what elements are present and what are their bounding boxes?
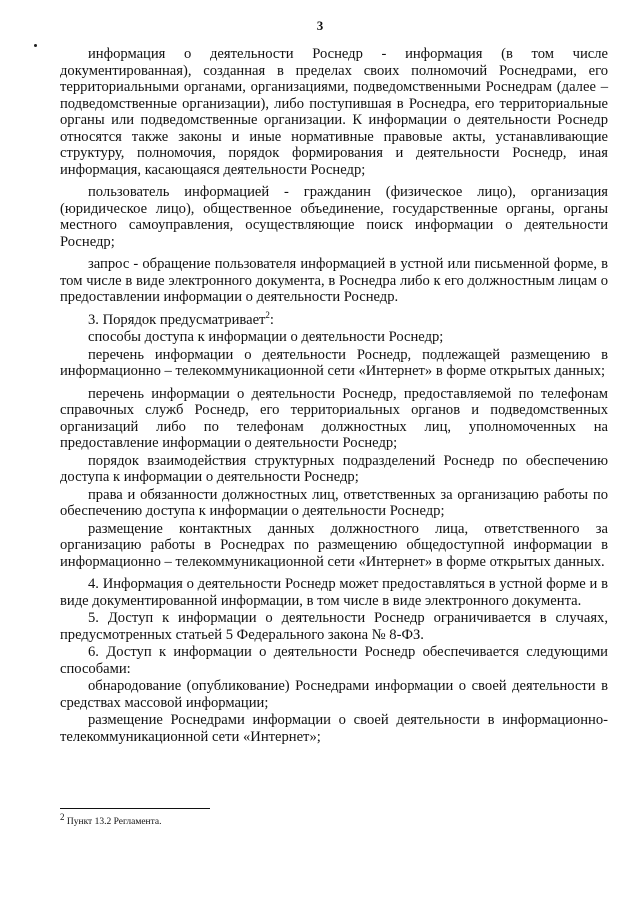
list-item-rights-duties: права и обязанности должностных лиц, ответственных за организацию работы по обеспечению доступа к информации о деятельности Роснедр; (60, 486, 608, 519)
list-item-interaction-order: порядок взаимодействия структурных подразделений Роснедр по обеспечению доступа к информации о деятельности Роснедр; (60, 452, 608, 485)
clause-5: 5. Доступ к информации о деятельности Роснедр ограничивается в случаях, предусмотренных статьей 5 Федерального закона № 8-ФЗ. (60, 610, 608, 643)
list-item-open-data-list: перечень информации о деятельности Роснедр, подлежащей размещению в информационно – телекоммуникационной сети «Интернет» в форме открытых данных; (60, 346, 608, 379)
footnote-text: Пункт 13.2 Регламента. (64, 817, 162, 827)
clause-3-text: 3. Порядок предусматривает (88, 311, 266, 328)
definition-information-user: пользователь информацией - гражданин (физическое лицо), организация (юридическое лицо), общественное объединение, государственные органы, органы местного самоуправления, осуществляющие поиск информации о деятельности Роснедр; (60, 184, 608, 250)
footnote-divider (60, 808, 210, 809)
footnote (60, 811, 608, 828)
definition-request: запрос - обращение пользователя информацией в устной или письменной форме, в том числе в виде электронного документа, в Роснедра либо к его должностным лицам о предоставлении информации о деятельности Роснедр. (60, 256, 608, 305)
page-number: 3 (316, 18, 324, 33)
clause-6: 6. Доступ к информации о деятельности Роснедр обеспечивается следующими способами: (60, 644, 608, 677)
list-item-phone-info-list: перечень информации о деятельности Роснедр, предоставляемой по телефонам справочных служб Роснедр, его территориальных органов и подведомственных организаций либо по телефонам должностных лиц, уполномоченных на предоставление информации о деятельности Роснедр; (60, 385, 608, 451)
list-item-access-methods: способы доступа к информации о деятельности Роснедр; (88, 329, 444, 345)
footnote-ref: 2 (265, 309, 270, 320)
definition-information-about-activity: информация о деятельности Роснедр - информация (в том числе документированная), созданная в пределах своих полномочий Роснедрами, его территориальными органами, организациями, подведомственными Роснедрам (далее – подведомственные организации), либо поступившая в Роснедра, его территориальные органы или подведомственные организации. К информации о деятельности Роснедр относятся также законы и иные нормативные правовые акты, устанавливающие структуру, полномочия, порядок формирования и деятельности Роснедр, иная информация, касающаяся деятельности Роснедр; (60, 46, 608, 178)
clause-3-colon: : (269, 311, 274, 328)
footnote-marker: 2 (60, 811, 65, 822)
method-mass-media: обнародование (опубликование) Роснедрами информации о своей деятельности в средствах массовой информации; (60, 678, 608, 711)
list-item-contact-placement: размещение контактных данных должностного лица, ответственного за организацию работы в Роснедрах по размещению общедоступной информации в информационно – телекоммуникационной сети «Интернет» в форме открытых данных. (60, 520, 608, 570)
clause-3-heading (60, 309, 608, 329)
scan-artifact-dot (34, 44, 37, 47)
method-internet: размещение Роснедрами информации о своей деятельности в информационно-телекоммуникационной сети «Интернет»; (60, 712, 608, 745)
document-body (60, 46, 608, 746)
clause-4: 4. Информация о деятельности Роснедр может предоставляться в устной форме и в виде документированной информации, в том числе в виде электронного документа. (60, 576, 608, 609)
